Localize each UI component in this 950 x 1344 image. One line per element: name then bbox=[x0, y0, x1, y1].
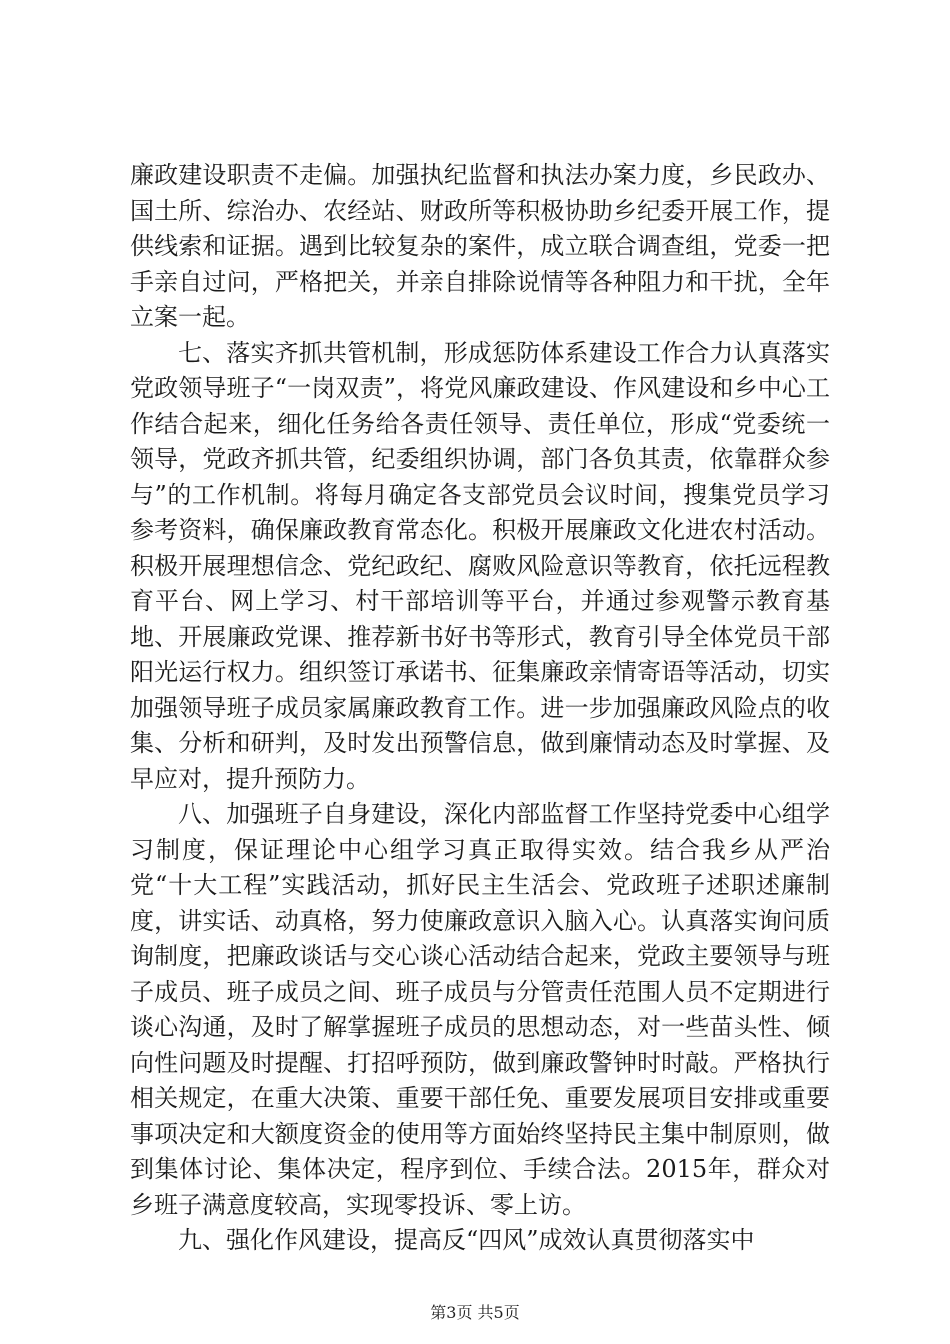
paragraph-section-7: 七、落实齐抓共管机制，形成惩防体系建设工作合力认真落实党政领导班子“一岗双责”，将党风廉政建设、作风建设和乡中心工作结合起来，细化任务给各责任领导、责任单位，形成“党委统一领导，党政齐抓共管，纪委组织协调，部门各负其责，依靠群众参与”的工作机制。将每月确定各支部党员会议时间，搜集党员学习参考资料，确保廉政教育常态化。积极开展廉政文化进农村活动。积极开展理想信念、党纪政纪、腐败风险意识等教育，依托远程教育平台、网上学习、村干部培训等平台，并通过参观警示教育基地、开展廉政党课、推荐新书好书等形式，教育引导全体党员干部阳光运行权力。组织签订承诺书、征集廉政亲情寄语等活动，切实加强领导班子成员家属廉政教育工作。进一步加强廉政风险点的收集、分析和研判，及时发出预警信息，做到廉情动态及时掌握、及早应对，提升预防力。 bbox=[130, 338, 830, 793]
document-body bbox=[130, 158, 830, 1259]
page-footer: 第3页 共5页 bbox=[430, 1303, 520, 1322]
paragraph-continuation: 廉政建设职责不走偏。加强执纪监督和执法办案力度，乡民政办、国土所、综治办、农经站、财政所等积极协助乡纪委开展工作，提供线索和证据。遇到比较复杂的案件，成立联合调查组，党委一把手亲自过问，严格把关，并亲自排除说情等各种阻力和干扰，全年立案一起。 bbox=[130, 161, 830, 331]
paragraph-section-9: 九、强化作风建设，提高反“四风”成效认真贯彻落实中 bbox=[178, 1226, 755, 1254]
paragraph-section-8: 八、加强班子自身建设，深化内部监督工作坚持党委中心组学习制度，保证理论中心组学习真正取得实效。结合我乡从严治党“十大工程”实践活动，抓好民主生活会、党政班子述职述廉制度，讲实话、动真格，努力使廉政意识入脑入心。认真落实询问质询制度，把廉政谈话与交心谈心活动结合起来，党政主要领导与班子成员、班子成员之间、班子成员与分管责任范围人员不定期进行谈心沟通，及时了解掌握班子成员的思想动态，对一些苗头性、倾向性问题及时提醒、打招呼预防，做到廉政警钟时时敲。严格执行相关规定，在重大决策、重要干部任免、重要发展项目安排或重要事项决定和大额度资金的使用等方面始终坚持民主集中制原则，做到集体讨论、集体决定，程序到位、手续合法。2015年，群众对乡班子满意度较高，实现零投诉、零上访。 bbox=[130, 800, 830, 1219]
